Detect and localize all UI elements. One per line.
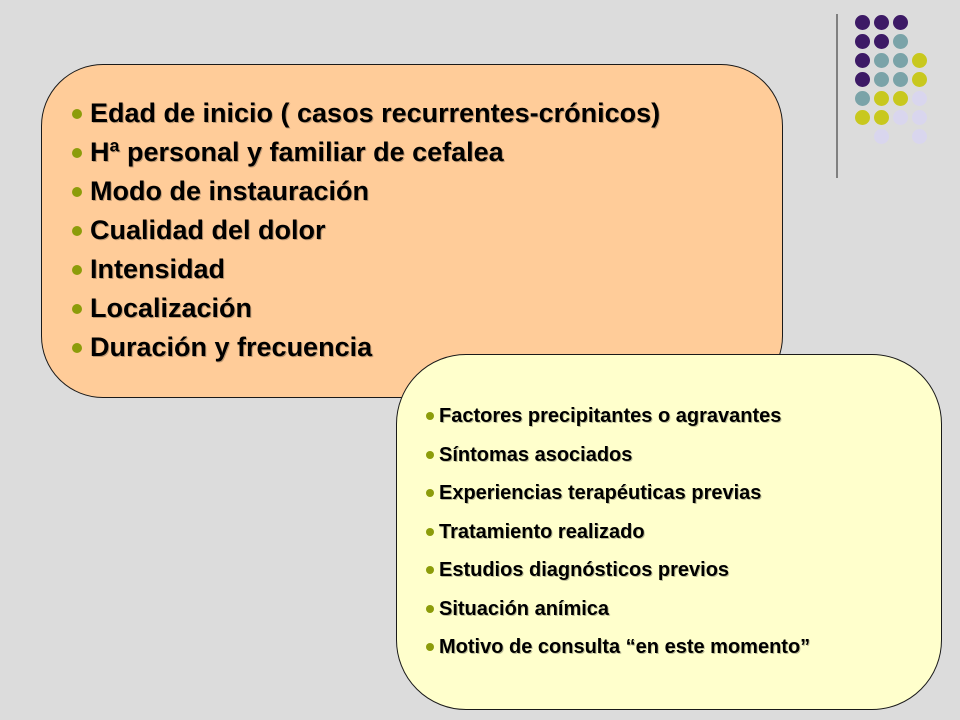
list-item-text: Experiencias terapéuticas previas	[439, 482, 762, 504]
decorative-dot	[855, 72, 870, 87]
decorative-dot	[855, 15, 870, 30]
primary-history-list	[90, 94, 660, 367]
list-item	[439, 513, 810, 552]
decorative-dot	[874, 129, 889, 144]
decorative-dot	[874, 15, 889, 30]
decorative-dot	[874, 34, 889, 49]
list-item	[90, 172, 660, 211]
bullet-icon	[426, 528, 434, 536]
list-item-text: Edad de inicio ( casos recurrentes-crónicos)	[90, 98, 661, 128]
secondary-history-list	[439, 397, 810, 667]
bullet-icon	[426, 489, 434, 497]
decorative-dot	[855, 34, 870, 49]
list-item-text: Situación anímica	[439, 597, 610, 620]
bullet-icon	[72, 187, 82, 197]
bullet-icon	[426, 566, 434, 574]
decorative-dot	[893, 110, 908, 125]
list-item-text: Modo de instauración	[90, 176, 370, 206]
decorative-dot	[893, 15, 908, 30]
decorative-dot	[893, 34, 908, 49]
bullet-icon	[426, 643, 434, 651]
list-item-text: Hª personal y familiar de cefalea	[90, 137, 504, 167]
decorative-dot	[912, 72, 927, 87]
list-item	[90, 94, 660, 133]
bullet-icon	[426, 412, 434, 420]
bullet-icon	[72, 148, 82, 158]
decorative-dot	[874, 110, 889, 125]
list-item-text: Tratamiento realizado	[439, 520, 645, 543]
decorative-dot	[912, 53, 927, 68]
bullet-icon	[426, 605, 434, 613]
decorative-dot	[912, 91, 927, 106]
list-item-text: Motivo de consulta “en este momento”	[439, 636, 811, 658]
bullet-icon	[72, 265, 82, 275]
list-item	[439, 551, 810, 590]
list-item	[439, 474, 810, 513]
list-item	[90, 289, 660, 328]
list-item	[90, 211, 660, 250]
bullet-icon	[426, 451, 434, 459]
list-item-text: Cualidad del dolor	[90, 215, 326, 245]
list-item-text: Síntomas asociados	[439, 443, 633, 466]
decorative-dot	[893, 72, 908, 87]
decorative-dot	[893, 53, 908, 68]
decorative-dot	[912, 129, 927, 144]
list-item-text: Localización	[90, 293, 253, 323]
decorative-dot	[855, 53, 870, 68]
list-item	[439, 436, 810, 475]
bullet-icon	[72, 226, 82, 236]
list-item	[439, 397, 810, 436]
bullet-icon	[72, 343, 82, 353]
decorative-dot	[855, 91, 870, 106]
decorative-dot-grid	[830, 10, 960, 150]
list-item-text: Estudios diagnósticos previos	[439, 559, 730, 581]
decorative-dot	[874, 53, 889, 68]
decorative-dot	[893, 91, 908, 106]
list-item	[439, 628, 810, 667]
decorative-dot	[855, 110, 870, 125]
list-item-text: Intensidad	[90, 254, 226, 284]
list-item-text: Factores precipitantes o agravantes	[439, 405, 782, 427]
list-item	[90, 133, 660, 172]
list-item	[439, 590, 810, 629]
decorative-dot	[874, 91, 889, 106]
list-item	[90, 250, 660, 289]
list-item-text: Duración y frecuencia	[90, 332, 373, 362]
decorative-dot	[912, 110, 927, 125]
bullet-icon	[72, 304, 82, 314]
bullet-icon	[72, 109, 82, 119]
decorative-dot	[874, 72, 889, 87]
